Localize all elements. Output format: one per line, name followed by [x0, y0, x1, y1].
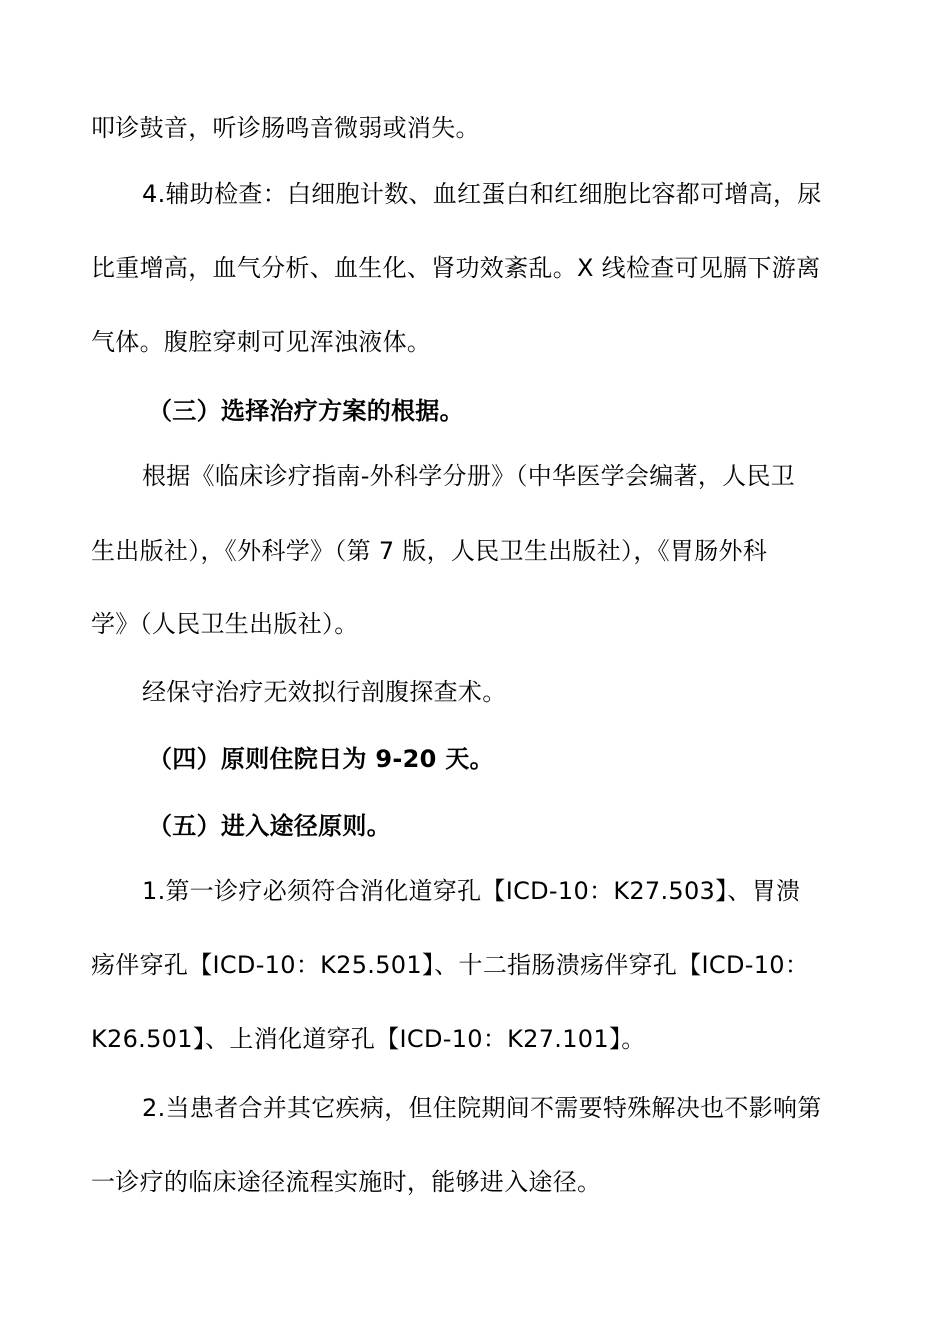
body-text-line: 气体。腹腔穿刺可见浑浊液体。: [91, 328, 432, 356]
section-heading-five: （五）进入途径原则。: [148, 812, 391, 840]
body-text-line: 根据《临床诊疗指南-外科学分册》（中华医学会编著，人民卫: [142, 462, 796, 490]
body-text-line: 疡伴穿孔【ICD-10：K25.501】、十二指肠溃疡伴穿孔【ICD-10：: [91, 951, 810, 979]
body-text-line: 1.第一诊疗必须符合消化道穿孔【ICD-10：K27.503】、胃溃: [142, 877, 801, 905]
body-text-line: 学》（人民卫生出版社）。: [91, 610, 359, 638]
body-text-line: 一诊疗的临床途径流程实施时，能够进入途径。: [91, 1168, 602, 1196]
body-text-line: 叩诊鼓音，听诊肠鸣音微弱或消失。: [91, 114, 480, 142]
body-text-line: K26.501】、上消化道穿孔【ICD-10：K27.101】。: [91, 1025, 646, 1053]
section-heading-three: （三）选择治疗方案的根据。: [148, 397, 464, 425]
body-text-line: 4.辅助检查：白细胞计数、血红蛋白和红细胞比容都可增高，尿: [142, 180, 822, 208]
section-heading-four: （四）原则住院日为 9-20 天。: [148, 745, 494, 773]
body-text-line: 经保守治疗无效拟行剖腹探查术。: [142, 678, 507, 706]
body-text-line: 2.当患者合并其它疾病，但住院期间不需要特殊解决也不影响第: [142, 1094, 822, 1122]
body-text-line: 比重增高，血气分析、血生化、肾功效紊乱。X 线检查可见膈下游离: [91, 254, 821, 282]
body-text-line: 生出版社），《外科学》（第 7 版，人民卫生出版社），《胃肠外科: [91, 537, 768, 565]
